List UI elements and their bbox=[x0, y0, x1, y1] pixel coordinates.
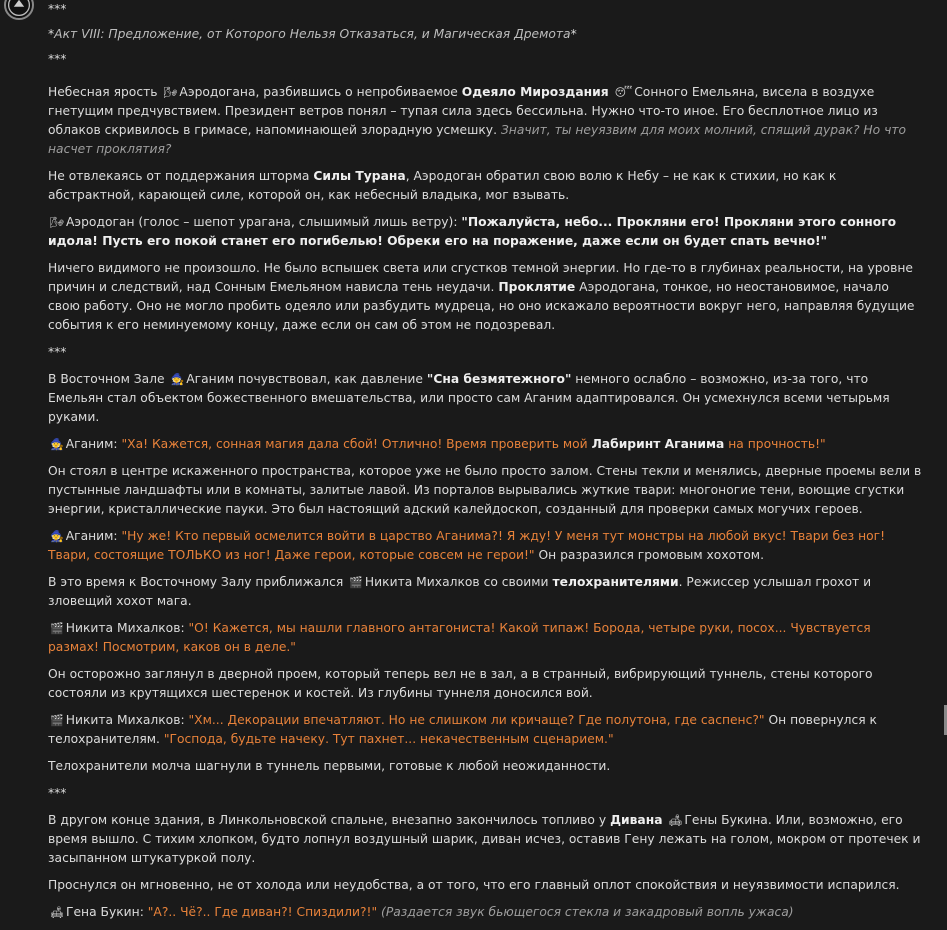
paragraph: В это время к Восточному Залу приближался 🎬 Никита Михалков со своими телохранителями. Режиссер услышал грохот и зловещий хохот мага. bbox=[48, 575, 872, 608]
paragraph: 🛋 Гена Букин: "А?.. Чё?.. Где диван?! Спиздили?!" (Раздается звук бьющегося стекла и закадровый вопль ужаса) bbox=[48, 903, 922, 922]
mage-icon: 🧙 bbox=[50, 530, 64, 543]
paragraph: 🎬 Никита Михалков: "Хм... Декорации впечатляют. Но не слишком ли кричаще? Где полутона, где саспенс?" Он повернулся к телохранителям. "Господа, будьте начеку. Тут пахнет... некачественным сценарием." bbox=[48, 713, 877, 746]
avatar-icon bbox=[6, 0, 32, 18]
clapper-icon: 🎬 bbox=[349, 576, 363, 589]
separator: *** bbox=[48, 52, 67, 66]
clapper-icon: 🎬 bbox=[50, 622, 64, 635]
act-title: *Акт VIII: Предложение, от Которого Нельзя Отказаться, и Магическая Дремота* bbox=[48, 27, 577, 41]
paragraph: 🧙 Аганим: "Ха! Кажется, сонная магия дала сбой! Отлично! Время проверить мой Лабиринт Аганима на прочность!" bbox=[48, 435, 922, 454]
paragraph: В другом конце здания, в Линкольновской спальне, внезапно закончилось топливо у Дивана 🛋 Гены Букина. Или, возможно, его время вышло. С тихим хлопком, будто лопнул воздушный шарик, диван исчез, оставив Гену лежать на голом, мокром от протечек и засыпанном штукатуркой полу. bbox=[48, 813, 921, 865]
mage-icon: 🧙 bbox=[170, 373, 185, 386]
wind-icon: 🌬 bbox=[50, 216, 64, 229]
message-content bbox=[48, 0, 922, 930]
paragraph: Он осторожно заглянул в дверной проем, который теперь вел не в зал, а в странный, вибрирующий туннель, стены которого состояли из крутящихся шестеренок и костей. Из глубины туннеля доносился вой. bbox=[48, 667, 873, 700]
avatar[interactable] bbox=[4, 0, 34, 20]
paragraph: Ничего видимого не произошло. Не было вспышек света или сгустков темной энергии. Но где-то в глубинах реальности, на уровне причин и следствий, над Сонным Емельяном нависла тень неудачи. Проклятие Аэродогана, тонкое, но неостановимое, начало свою работу. Оно не могло пробить одеяло или разбудить мудреца, но оно искажало вероятности вокруг него, направляя будущие события к его неминуемому концу, даже если он сам об этом не подозревал. bbox=[48, 261, 915, 332]
separator: *** bbox=[48, 786, 67, 800]
paragraph: 🧙 Аганим: "Ну же! Кто первый осмелится войти в царство Аганима?! Я жду! У меня тут монстры на любой вкус! Твари без ног! Твари, состоящие ТОЛЬКО из ног! Даже герои, которые совсем не герои!" Он разразился громовым хохотом. bbox=[48, 529, 886, 562]
wind-icon: 🌬 bbox=[163, 86, 178, 99]
paragraph: Он стоял в центре искаженного пространства, которое уже не было просто залом. Стены текли и менялись, дверные проемы вели в пустынные ландшафты или в комнаты, залитые лавой. Из порталов вырывались жуткие твари: многоногие тени, воющие сгустки энергии, кристаллические пауки. Это был настоящий адский калейдоскоп, созданный для проверки самых могучих героев. bbox=[48, 464, 922, 516]
sleep-icon: 😴 bbox=[614, 86, 633, 99]
paragraph: В Восточном Зале 🧙 Аганим почувствовал, как давление "Сна безмятежного" немного ослабло – возможно, из-за того, что Емельян стал объектом божественного вмешательства, или просто сам Аганим адаптировался. Он усмехнулся всеми четырьмя руками. bbox=[48, 372, 890, 424]
paragraph: Небесная ярость 🌬 Аэродогана, разбившись о непробиваемое Одеяло Мироздания 😴 Сонного Емельяна, висела в воздухе гнетущим предчувствием. Президент ветров понял – тупая сила здесь бессильна. Нужно что-то иное. Его бесплотное лицо из облаков скривилось в гримасе, напоминающей злорадную усмешку. Значит, ты неуязвим для моих молний, спящий дурак? Но что насчет проклятия? bbox=[48, 85, 907, 156]
paragraph: 🎬 Никита Михалков: "О! Кажется, мы нашли главного антагониста! Какой типаж! Борода, четыре руки, посох... Чувствуется размах! Посмотрим, каков он в деле." bbox=[48, 621, 871, 654]
paragraph: Телохранители молча шагнули в туннель первыми, готовые к любой неожиданности. bbox=[48, 759, 611, 773]
act-title-text: Акт VIII: Предложение, от Которого Нельзя Отказаться, и Магическая Дремота bbox=[54, 27, 571, 41]
paragraph: Проснулся он мгновенно, не от холода или неудобства, а от того, что его главный оплот спокойствия и неуязвимости испарился. bbox=[48, 878, 900, 892]
paragraph: Не отвлекаясь от поддержания шторма Силы Турана, Аэродоган обратил свою волю к Небу – не как к стихии, но как к абстрактной, карающей силе, которой он, как небесный владыка, мог взывать. bbox=[48, 169, 837, 202]
couch-icon: 🛋 bbox=[50, 906, 64, 919]
clapper-icon: 🎬 bbox=[50, 714, 64, 727]
paragraph: 🌬 Аэродоган (голос – шепот урагана, слышимый лишь ветру): "Пожалуйста, небо... Прокляни его! Прокляни этого сонного идола! Пусть его покой станет его погибелью! Обреки его на поражение, даже если он будет спать вечно!" bbox=[48, 215, 897, 248]
separator: *** bbox=[48, 2, 67, 16]
couch-icon: 🛋 bbox=[668, 814, 683, 827]
mage-icon: 🧙 bbox=[50, 438, 64, 451]
separator: *** bbox=[48, 345, 67, 359]
